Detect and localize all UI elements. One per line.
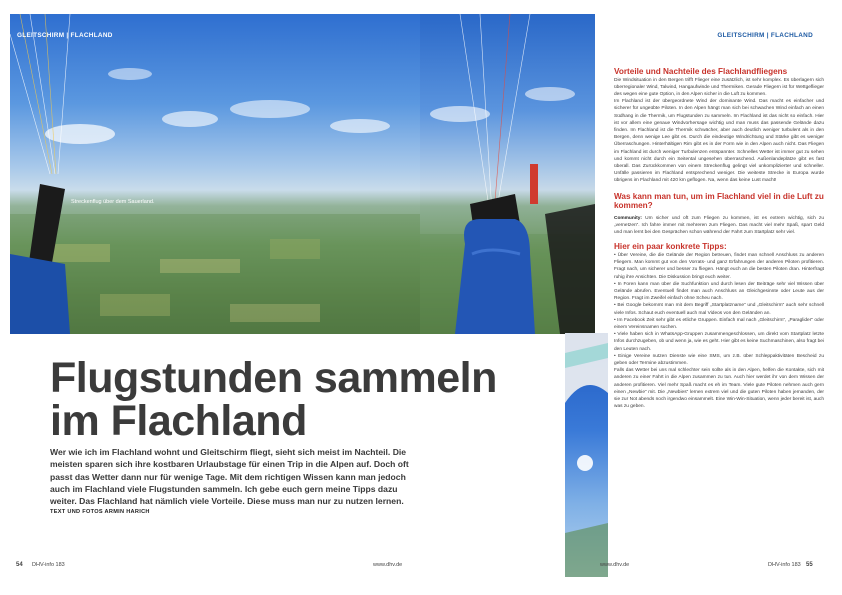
hero-photo-right <box>420 14 595 334</box>
url-right: www.dhv.de <box>600 562 630 568</box>
closing-paragraph: Falls das Wetter bei uns mal schlechter sein sollte als in den Alpen, helfen die Kontakte, sich mit anderen zu einer Fahrt in die Alpen zusammen zu tun. Auch hier werdet ihr von dem Wissen der anderen profitieren. Viel mehr Spaß macht es eh im Team. Viele gute Piloten nehmen auch gern einen „Newbie“ mit. Die „Newbies“ lernen extrem viel und die guten Piloten haben jemanden, der sie zur Not abends noch irgendwo einsammelt. Eine Win-Win-Situation, wenn jeder bereit ist, auch was zu geben. <box>614 368 824 410</box>
tip-item: • In Foren kann man über die Suchfunktion und durch lesen der Beiträge sehr viel Wissen über Gelände abrufen. Eventuell findet man auch Anschluss an Gleichgesinnte oder Leute aus der Region. Fragt im Zweifel einfach ohne Scheu nach. <box>614 281 824 302</box>
body-paragraph-2: Im Flachland ist der übergeordnete Wind der dominante Wind. Das macht es einfacher und sicherer für ungeübte Piloten. In den Alpen hängt man sich bei schwachen Wind einfach an einen Südhang in die Thermik, um Flugstunden zu sammeln. Im Flachland ist das nicht so einfach. Hier ist vor allem eine genaue Windvorhersage wichtig und man muss das passende Gelände dazu finden. Im Flachland ist die Thermik schwächer, aber auch deutlich weniger turbulent als in den Bergen, denn wenige Lee gibt es. Durch die eindeutige Windrichtung und Stärke gibt es weniger Überraschungen. Hinterhältigen Rim gibt es in der Form wie in den Alpen auch nicht. Das Fliegen im Flachland ist durch weniger Turbulenzen entspannter. Schnelles Wetter ist immer gut zu sehen und kommt nicht durch ein Seitental ungesehen überraschend. Außenlandeplätze gibt es fast überall. Das Zurückkommen von einem Streckenflug gelingt viel unkomplizierter und schneller. Unfälle passieren im Flachland entsprechend weniger. Die weiteste Strecke in Europa wurde übrigens im Flachland mit 420 km geflogen. Na, wenn das keine Lust macht! <box>614 99 824 184</box>
pilot-hands-illustration <box>420 14 595 334</box>
body-paragraph-1: Die Windsituation in den Bergen trifft Flieger eine zusätzlich, ist sehr komplex. Es überlagern sich überregionaler Wind, Talwind, Hangaufwinde und Thermiken. Gerade Fliegern ist für Wettgeflieger des wegen eine gute Option, in den Alpen sicher in die Luft zu kommen. <box>614 77 824 97</box>
url-left: www.dhv.de <box>373 562 403 568</box>
heading-tips: Hier ein paar konkrete Tipps: <box>614 242 727 252</box>
tip-item: • Im Facebook Zeit sehr gibt es etliche Gruppen. Einfach mal nach „Gleitschirm“, „Paraglider“ oder einem Vereinsnamen suchen. <box>614 317 824 331</box>
article-body <box>614 67 824 411</box>
article-title <box>50 354 497 445</box>
tip-item: • Bei Google bekommt man mit dem Begriff „Startplatzname“ und „Gleitschirm“ auch sehr schnell viele Infos. Schaut euch eventuell auch mal Videos von den Geländen an. <box>614 303 824 316</box>
tip-item: • Viele haben sich in WhatsApp-Gruppen zusammengeschlossen, um direkt vom Startplatz letzte Infos durchzugeben, ob und wenn ja, wie es geht. Hier gibt es keine Suchmaschinen, also fragt bei den Leuten nach. <box>614 332 824 352</box>
tip-item: • Einige Vereine nutzen Dienste wie eine SMS, um z.B. über Schleppaktivitäten Bescheid zu geben oder Termine abzustimmen. <box>614 353 824 367</box>
byline: TEXT UND FOTOS ARMIN HARICH <box>50 509 150 515</box>
wing-canopy-illustration <box>565 333 608 577</box>
community-label: Community: <box>614 215 642 221</box>
photo-caption: Streckenflug über dem Sauerland. <box>71 199 155 205</box>
heading-pros-cons: Vorteile und Nachteile des Flachlandfliegens <box>614 67 788 76</box>
hero-photo-left <box>10 14 420 334</box>
body-paragraph-community <box>614 215 824 237</box>
title-line-1: Flugstunden sammeln <box>50 354 497 402</box>
title-line-2: im Flachland <box>50 397 307 445</box>
magazine-right: DHV-info 183 <box>768 562 801 568</box>
page-number-left: 54 <box>16 562 23 568</box>
heading-what-to-do: Was kann man tun, um im Flachland viel in die Luft zu kommen? <box>614 191 824 211</box>
paraglider-view-illustration <box>10 14 420 334</box>
tip-item: • Über Vereine, die die Gelände der Region betreuen, findet man schnell Anschluss zu anderen Fliegern. Man kommt gut von den Vorrats- und ganz Erfahrungen der anderen Piloten profitieren. Fragt nach, um sicherer und besser zu fliegen. Hängt euch an die besten Piloten dran. Hinterfragt ruhig ihre Ansichten. Die Diskussion bringt euch weiter. <box>614 253 824 280</box>
community-text: Um sicher und oft zum Fliegen zu kommen, ist es extrem wichtig, sich zu „vernetzen“. Ich fahre immer mit mehreren zum Fliegen. Das macht viel mehr Spaß, spart Geld und man lernt bei den Gesprächen schon während der Fahrt zum Startplatz sehr viel. <box>614 215 824 236</box>
section-tag-left: GLEITSCHIRM | FLACHLAND <box>17 32 113 39</box>
section-tag-right: GLEITSCHIRM | FLACHLAND <box>717 32 813 39</box>
wing-photo <box>565 333 608 577</box>
magazine-left: DHV-info 183 <box>32 562 65 568</box>
page-number-right: 55 <box>806 562 813 568</box>
lead-paragraph: Wer wie ich im Flachland wohnt und Gleitschirm fliegt, sieht sich meist im Nachteil. Die meisten sparen sich ihre kostbaren Urlaubstage für einen Trip in die Alpen auf. Doch oft passt das Wetter dann nur für wenige Tage. Mit dem richtigen Wissen kann man jedoch auch im Flachland viele Flugstunden sammeln. Ich gebe euch gern meine Tipps dazu weiter. Das Flachland hat nämlich viele Vorteile. Diese muss man nur zu nutzen lernen. <box>50 447 409 507</box>
